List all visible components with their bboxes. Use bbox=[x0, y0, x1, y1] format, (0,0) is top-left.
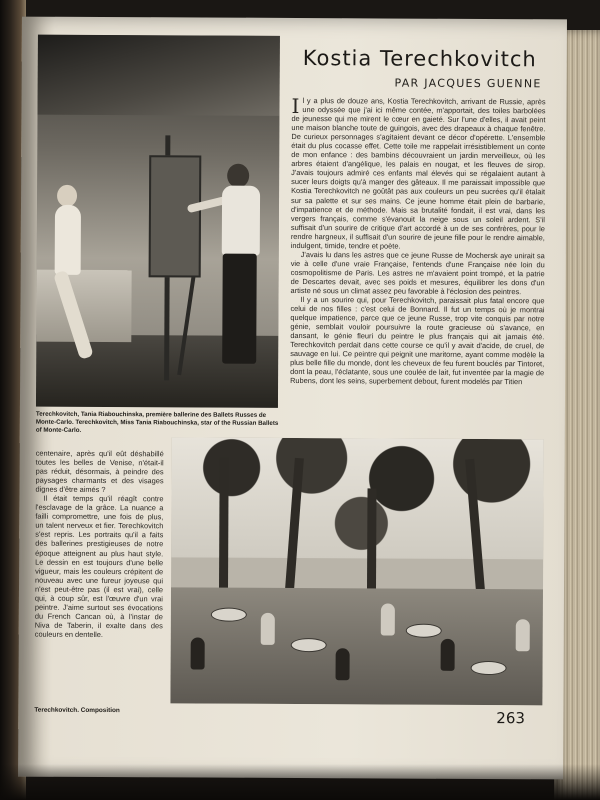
photo-caption: Terechkovitch, Tania Riabouchinska, première ballerine des Ballets Russes de Monte-Carlo. Terechkovitch, Miss Tania Riabouchinska, star of the Russian Ballets of Monte-Carlo. bbox=[35, 410, 279, 434]
article-byline: PAR JACQUES GUENNE bbox=[394, 76, 542, 91]
painter-trousers bbox=[222, 254, 257, 364]
continuation-paragraph-1: centenaire, après qu'il eût déshabillé toutes les belles de Venise, n'était-il pas réduit, désormais, à peindre des paysages charmants et des visages dignes d'être aimés ? bbox=[35, 448, 164, 495]
article-column-right bbox=[290, 93, 546, 387]
painting-figure bbox=[381, 603, 395, 635]
drop-cap: I bbox=[291, 93, 300, 119]
plate-caption: Terechkovitch. Composition bbox=[34, 706, 120, 715]
painting-figure bbox=[261, 613, 275, 645]
article-column-left bbox=[35, 449, 164, 640]
paragraph-1-text: l y a plus de douze ans, Kostia Terechkovitch, arrivant de Russie, après une odyssée que j'ai ici même contée, m'apportait, des toiles barbolées de jeunesse qui me mirent le cœur en gaieté. Sur l'une d'elles, il avait peint une maison blanche toute de guingois, avec des drapeaux à chaque fenêtre. De curieux personnages s'agitaient devant ce décor d'opérette. L'ensemble était du plus cocasse effet. Cette toile me rappelait irrésistiblement un conte de mon enfance : des bambins découvraient un jardin merveilleux, où les arbres étaient d'angélique, les palais en nougat, et les fleuves de sirop. J'avais toujours admiré ces enfants mal élevés qui se régalaient autant à sucer leurs doigts qu'à manger des gâteaux. Il me paraissait impossible que Kostia Terechkovitch ne goûtât pas aux couleurs un peu sucrées qu'il étalait sur sa palette et sur ses mains. Ce jeune homme était plein de barbarie, d'impatience et de méthode. Mais sa brutalité fondait, il est vrai, dans les vergers français, comme s'évanouit la neige sous un soleil ardent. S'il suffisait d'un sourire de critique d'art accordé à un de ses confrères, pour le rendre hargneux, il suffisait d'un sourire de jeune fille pour le rendre aimable, indulgent, timide, tendre et poète. bbox=[290, 96, 546, 251]
painting-figure bbox=[441, 639, 455, 671]
dancer-figure bbox=[55, 205, 81, 275]
painter-head bbox=[227, 164, 249, 188]
photo-ceiling bbox=[37, 35, 279, 116]
article-paragraph-2: J'avais lu dans les astres que ce jeune Russe de Mochersk aye unirait sa vie à celle d'une vraie Française, l'entends d'une Française née loin du cosmopolitisme de Paris. Les astres ne m'avaient point trompé, et la patrie de Descartes devait, avec ses poids et mesures, équilibrer les dons d'un artiste né sous un climat assez peu favorable à l'éclosion des peintres. bbox=[290, 249, 545, 297]
article-title: Kostia Terechkovitch bbox=[302, 46, 537, 72]
page-number: 263 bbox=[496, 709, 526, 728]
painting-table bbox=[291, 638, 327, 652]
easel-canvas bbox=[149, 155, 202, 277]
article-paragraph-1 bbox=[290, 93, 546, 251]
magazine-page bbox=[18, 17, 567, 780]
studio-photograph bbox=[36, 35, 280, 408]
continuation-paragraph-2: Il était temps qu'il réagît contre l'esclavage de la grâce. La nuance a failli compromettre, une fois de plus, un talent nerveux et fier. Terechkovitch s'est repris. Les portraits qu'il a faits des ballerines prestigieuses de notre époque atteignent au plus haut style. Le dessin en est toujours d'une belle vigueur, mais les couleurs crépitent de nouveau avec une fureur joyeuse qui n'est peut-être pas (il est vrai), celle qui, à coup sûr, est l'œuvre d'un vrai peintre. J'aime surtout ses évocations du French Cancan où, à l'instar de Niva de Taberin, il exalte dans des couleurs en dentelle. bbox=[34, 493, 164, 639]
painting-trunk bbox=[219, 458, 229, 608]
painting-table bbox=[471, 661, 507, 675]
article-paragraph-3: Il y a un sourire qui, pour Terechkovitch, paraissait plus fatal encore que celui de nos filles : c'est celui de Bonnard. Il fut un temps où je montrai quelque impatience, parce que ce jeune Russe, trop vite conquis par notre génie, semblait vouloir poursuivre la route gracieuse où s'avance, en dansant, le génie fleuri du peintre le plus français qui ait jamais été. Terechkovitch perdait dans cette course ce qu'il y avait d'acide, de cruel, de sauvage en lui. Ce peintre qui peignit une maritorne, ayant comme modèle la plus belle fille du monde, dont les cheveux de feu furent bouclés par Tintoret, dont la peau, l'éclatante, sous une coulée de lait, fut inventée par la magie de Rubens, dont les seins, superbement debout, furent modelés par Titien bbox=[290, 295, 545, 387]
painting-figure bbox=[336, 648, 350, 680]
painting-figure bbox=[191, 637, 205, 669]
painting-table bbox=[211, 608, 247, 622]
dancer-head bbox=[57, 185, 77, 207]
bottom-shadow bbox=[0, 764, 600, 800]
painting-terrace bbox=[170, 587, 543, 705]
painting-figure bbox=[516, 619, 530, 651]
painter-figure bbox=[222, 186, 260, 256]
painting-table bbox=[406, 624, 442, 638]
composition-painting bbox=[170, 437, 543, 705]
